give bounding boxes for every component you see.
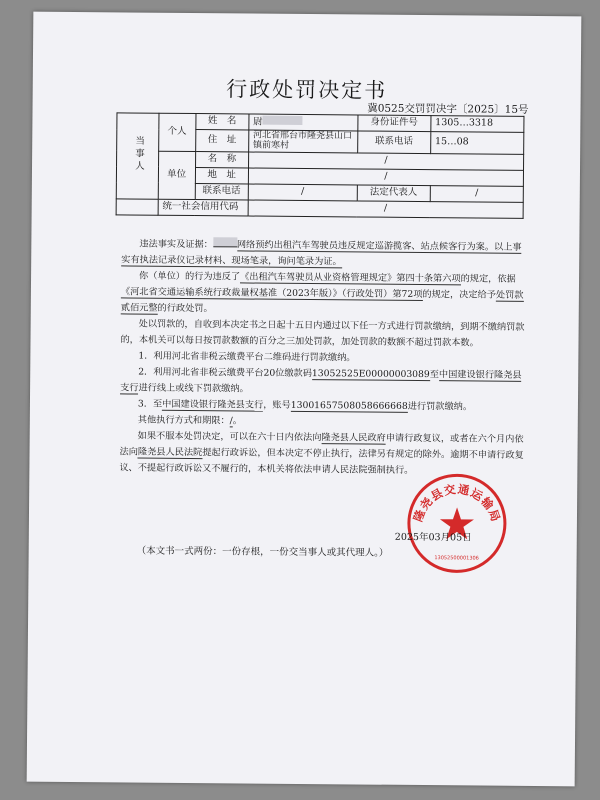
phone-label: 联系电话 [357,131,430,153]
name-value: 尉 [249,114,358,131]
unit-address-value: / [248,168,523,186]
party-info-table [116,112,525,218]
copy-note: （本文书一式两份：一份存根，一份交当事人或其代理人。） [136,545,389,559]
unit-name-value: / [248,152,523,170]
facts-paragraph: 违法事实及证据： 网络预约出租汽车驾驶员违反规定巡游揽客、站点候客行为案。以上事实有执法记录仪记录材料、现场笔录，询问笔录为证。 [121,238,522,268]
phone-value: 15…08 [430,132,523,155]
legal-rep-value: / [430,185,523,202]
svg-text:13052500001306: 13052500001306 [434,555,479,562]
credit-code-label: 统一社会信用代码 [158,199,248,216]
payment-method-2: 2．利用河北省非税云缴费平台20位缴款码13052525E00000003089至中国建设银行隆尧县支行进行线上或线下罚款缴纳。 [120,366,522,395]
unit-address-label: 地 址 [195,167,248,183]
document-body [119,236,529,480]
payment-deadline-paragraph: 处以罚款的，自收到本决定书之日起十五日内通过以下任一方式进行罚款缴纳，到期不缴纳罚款的，本机关可以每日按罚款数额的百分之三加处罚款，加处罚款的数额不超过罚款本数。 [120,318,525,349]
id-value: 1305…3318 [431,116,524,133]
credit-code-value: / [248,200,523,218]
unit-phone-value: / [248,184,357,201]
address-value: 河北省邢台市隆尧县山口镇前寒村 [248,130,357,153]
id-label: 身份证件号 [358,115,431,132]
payment-method-1: 1．利用河北省非税云缴费平台二维码进行罚款缴纳。 [138,350,356,364]
legal-rep-label: 法定代表人 [357,185,430,202]
unit-phone-label: 联系电话 [195,183,248,199]
document-page [27,12,582,787]
unit-label: 单位 [158,151,195,199]
official-seal-icon [404,471,509,576]
document-number: 冀0525交罚罚决字〔2025〕15号 [367,102,529,116]
remedy-paragraph: 如果不服本处罚决定，可以在六十日内依法向隆尧县人民政府申请行政复议，或者在六个月内依法向隆尧县人民法院提起行政诉讼，但本决定不停止执行，法律另有规定的除外。逾期不申请行政复议、不提起行政诉讼又不履行的，本机关将依法申请人民法院强制执行。 [119,430,524,476]
party-label: 当事人 [116,113,159,199]
issue-date: 2025年03月05日 [394,531,472,544]
svg-text:隆尧县交通运输局: 隆尧县交通运输局 [410,481,504,525]
document-title: 行政处罚决定书 [226,77,388,103]
unit-name-label: 名 称 [195,151,248,167]
violation-paragraph: 你（单位）的行为违反了《出租汽车驾驶员从业资格管理规定》第四十条第六项的规定，依据《河北省交通运输系统行政裁量权基准（2023年版）》（行政处罚）第72项的规定，决定给予处罚款贰佰元整的行政处罚。 [120,270,524,315]
name-label: 姓 名 [196,114,249,130]
payment-method-3: 3．至中国建设银行隆尧县支行，账号13001657508058666668进行罚款缴纳。 [137,398,473,413]
individual-label: 个人 [158,113,195,151]
other-execution-paragraph: 其他执行方式和期限：/。 [137,414,243,427]
address-label: 住 址 [195,130,248,152]
